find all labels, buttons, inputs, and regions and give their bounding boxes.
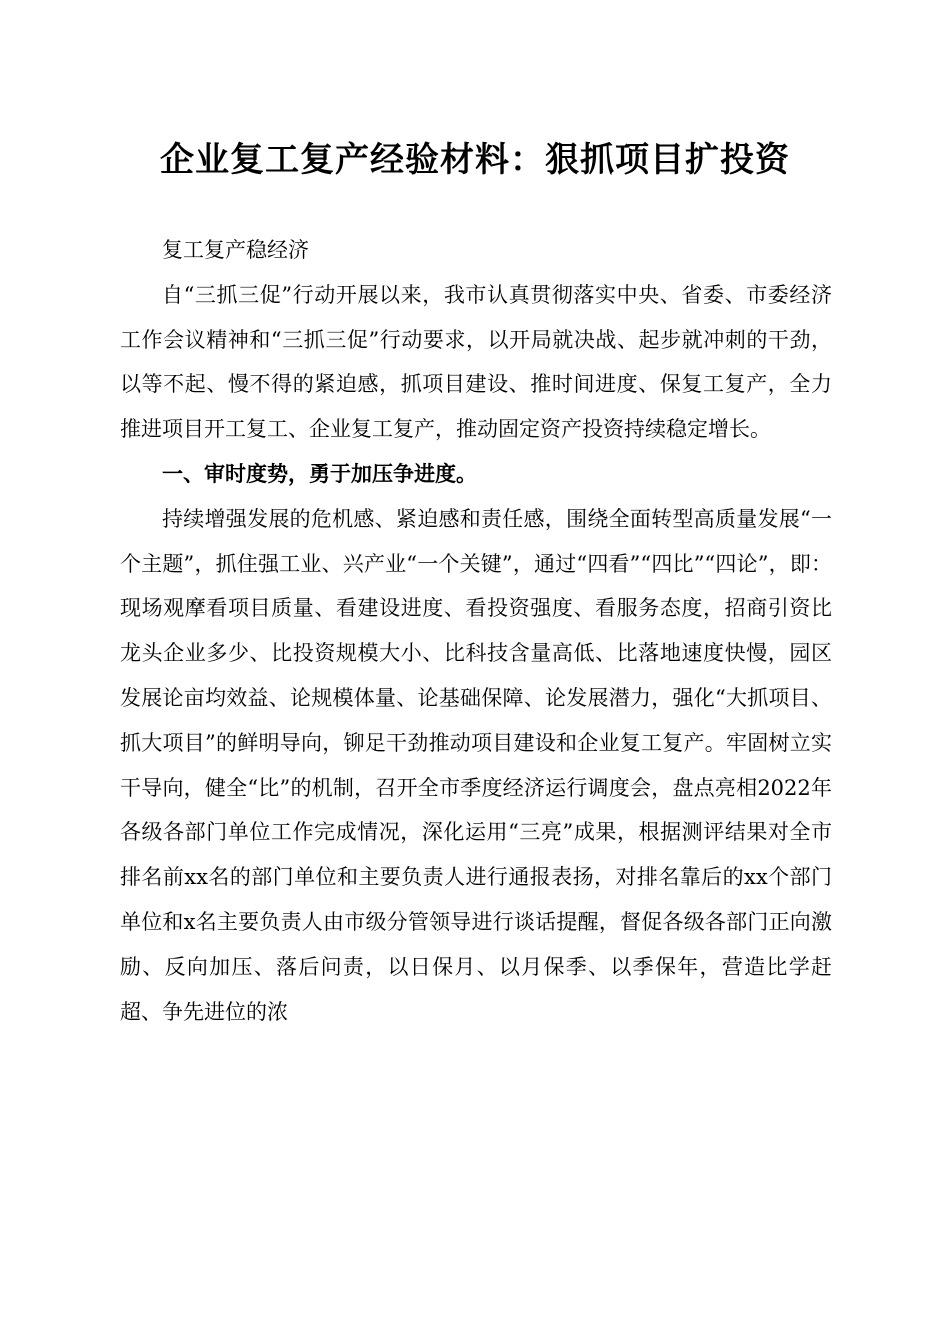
document-title: 企业复工复产经验材料：狠抓项目扩投资 bbox=[160, 140, 790, 180]
document-body bbox=[120, 228, 832, 1034]
subtitle-paragraph: 复工复产稳经济 bbox=[162, 238, 309, 262]
section-heading: 一、审时度势，勇于加压争进度。 bbox=[162, 460, 477, 486]
section-body-paragraph: 持续增强发展的危机感、紧迫感和责任感，围绕全面转型高质量发展“一个主题”，抓住强工业、兴产业“一个关键”，通过“四看”“四比”“四论”，即：现场观摩看项目质量、看建设进度、看投资强度、看服务态度，招商引资比龙头企业多少、比投资规模大小、比科技含量高低、比落地速度快慢，园区发展论亩均效益、论规模体量、论基础保障、论发展潜力，强化“大抓项目、抓大项目”的鲜明导向，铆足干劲推动项目建设和企业复工复产。牢固树立实干导向，健全“比”的机制，召开全市季度经济运行调度会，盘点亮相2022年各级各部门单位工作完成情况，深化运用“三亮”成果，根据测评结果对全市排名前xx名的部门单位和主要负责人进行通报表扬，对排名靠后的xx个部门单位和x名主要负责人由市级分管领导进行谈话提醒，督促各级各部门正向激励、反向加压、落后问责，以日保月、以月保季、以季保年，营造比学赶超、争先进位的浓 bbox=[120, 506, 832, 1024]
intro-paragraph: 自“三抓三促”行动开展以来，我市认真贯彻落实中央、省委、市委经济工作会议精神和“三抓三促”行动要求，以开局就决战、起步就冲刺的干劲，以等不起、慢不得的紧迫感，抓项目建设、推时间进度、保复工复产，全力推进项目开工复工、企业复工复产，推动固定资产投资持续稳定增长。 bbox=[120, 282, 832, 442]
